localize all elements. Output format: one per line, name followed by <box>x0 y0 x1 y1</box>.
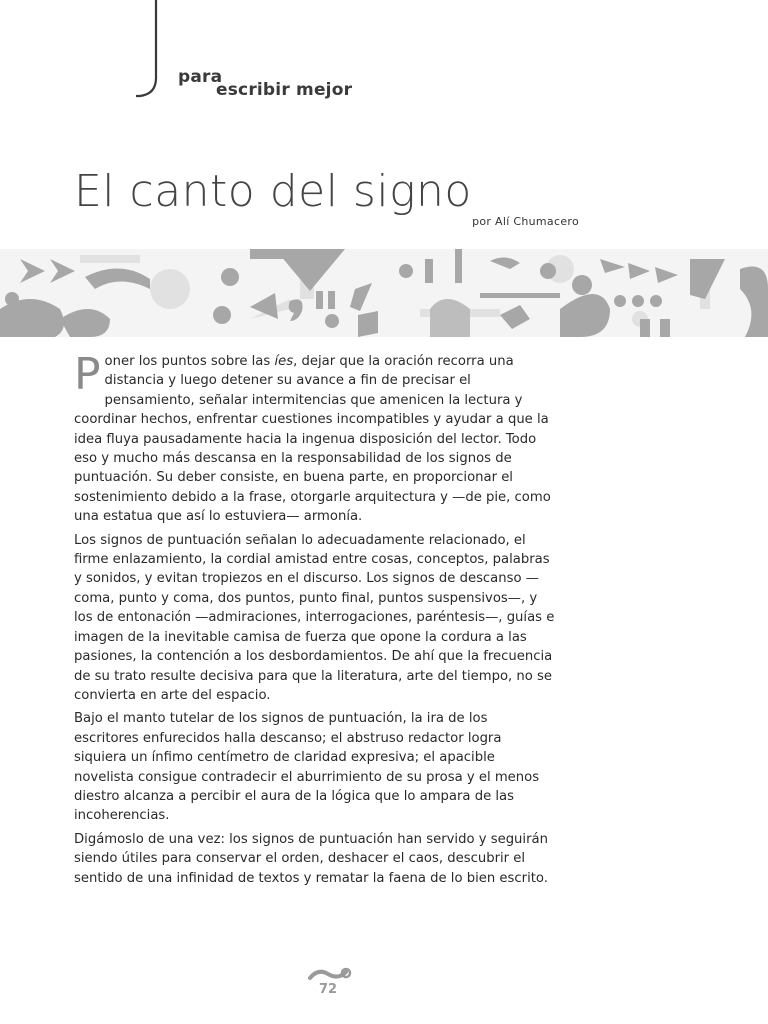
paragraph-1 <box>74 349 556 527</box>
paragraph-1-start: oner los puntos sobre las <box>104 354 275 369</box>
drop-cap: P <box>74 349 101 400</box>
paragraph-1-rest: , dejar que la oración recorra una distancia y luego detener su avance a fin de precisar el pensamiento, señalar intermitencias que amenicen la lectura y coordinar hechos, enfrentar cuestiones incompatibles y ayudar a que la idea fluya pausadamente hacia la ingenua disposición del lector. Todo eso y mucho más descansa en la responsabilidad de los signos de puntuación. Su deber consiste, en buena parte, en proporcionar el sostenimiento debido a la frase, otorgarle arquitectura y —de pie, como una estatua que así lo estuviera— armonía. <box>74 354 551 525</box>
section-label-para: para <box>178 67 223 87</box>
section-bracket-icon <box>132 0 162 98</box>
paragraph-3: Bajo el manto tutelar de los signos de puntuación, la ira de los escritores enfurecidos halla descanso; el abstruso redactor logra siquiera un ínfimo centímetro de claridad expresiva; el apacible novelista consigue contradecir el aburrimiento de su prosa y el menos diestro alcanza a percibir el aura de la lógica que lo ampara de las incoherencias. <box>74 711 540 824</box>
article-byline: por Alí Chumacero <box>472 215 579 228</box>
article-title: El canto del signo <box>74 166 472 217</box>
punctuation-banner <box>0 249 768 337</box>
page-number: 72 <box>318 982 338 997</box>
paragraph-1-italic: íes <box>274 354 294 369</box>
paragraph-4: Digámoslo de una vez: los signos de puntuación han servido y seguirán siendo útiles para conservar el orden, deshacer el caos, descubrir el sentido de una infinidad de textos y rematar la faena de lo bien escrito. <box>74 831 548 886</box>
paragraph-2: Los signos de puntuación señalan lo adecuadamente relacionado, el firme enlazamiento, la cordial amistad entre cosas, conceptos, palabras y sonidos, y evitan tropiezos en el discurso. Los signos de descanso —coma, punto y coma, dos puntos, punto final, puntos suspensivos—, y los de entonación —admiraciones, interrogaciones, paréntesis—, guías e imagen de la inevitable camisa de fuerza que opone la cordura a las pasiones, la contención a los desbordamientos. De ahí que la frecuencia de su trato resulte decisiva para que la literatura, arte del tiempo, no se convierta en arte del espacio. <box>74 532 555 703</box>
article-body <box>74 349 556 892</box>
section-label-escribir-mejor: escribir mejor <box>216 80 353 100</box>
